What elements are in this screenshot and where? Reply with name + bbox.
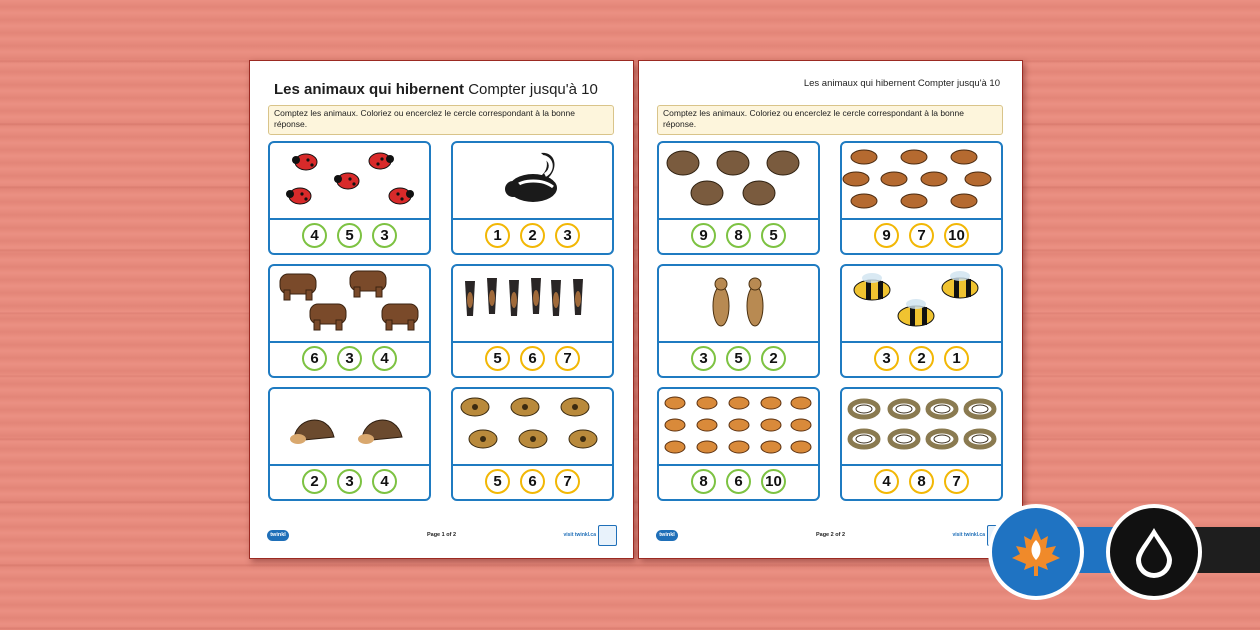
ink-drop-icon <box>1106 504 1202 600</box>
answer-row <box>659 218 818 253</box>
answer-circle[interactable]: 5 <box>726 346 751 371</box>
feature-icons <box>988 504 1260 614</box>
answer-circle[interactable]: 2 <box>761 346 786 371</box>
answer-row <box>453 464 612 499</box>
card-groundhogs-curled <box>657 141 820 255</box>
turtle-picture <box>453 389 612 466</box>
card-prairie-dogs <box>657 264 820 378</box>
answer-circle[interactable]: 7 <box>944 469 969 494</box>
card-hedgehogs <box>268 387 431 501</box>
answer-circle[interactable]: 2 <box>909 346 934 371</box>
answer-circle[interactable]: 3 <box>691 346 716 371</box>
badge-icon <box>598 525 617 546</box>
answer-circle[interactable]: 4 <box>874 469 899 494</box>
page-footer <box>250 518 633 558</box>
page-title: Les animaux qui hibernent Compter jusqu'à 10 <box>803 78 1000 89</box>
answer-row <box>659 341 818 376</box>
answer-circle[interactable]: 7 <box>555 346 580 371</box>
answer-circle[interactable]: 6 <box>302 346 327 371</box>
visit-link[interactable]: visit twinkl.ca <box>952 532 985 538</box>
card-bats <box>451 264 614 378</box>
card-bumblebees <box>840 264 1003 378</box>
instructions-box: Comptez les animaux. Coloriez ou encerclez le cercle correspondant à la bonne réponse. <box>268 105 614 135</box>
answer-circle[interactable]: 6 <box>520 346 545 371</box>
answer-circle[interactable]: 7 <box>555 469 580 494</box>
answer-circle[interactable]: 4 <box>372 346 397 371</box>
prairie-dog-picture <box>659 266 818 343</box>
answer-row <box>842 341 1001 376</box>
twinkl-logo: twinkl <box>267 530 289 541</box>
card-toads <box>840 141 1003 255</box>
worksheet-page-1 <box>249 60 634 559</box>
page-number: Page 2 of 2 <box>815 532 846 538</box>
answer-circle[interactable]: 3 <box>555 223 580 248</box>
bear-picture <box>270 266 429 343</box>
answer-circle[interactable]: 6 <box>520 469 545 494</box>
answer-circle[interactable]: 8 <box>691 469 716 494</box>
answer-circle[interactable]: 4 <box>372 469 397 494</box>
card-bears <box>268 264 431 378</box>
card-snakes <box>840 387 1003 501</box>
answer-row <box>842 218 1001 253</box>
answer-circle[interactable]: 2 <box>302 469 327 494</box>
answer-circle[interactable]: 1 <box>485 223 510 248</box>
mouse-picture <box>659 389 818 466</box>
card-ladybugs <box>268 141 431 255</box>
answer-circle[interactable]: 5 <box>485 346 510 371</box>
answer-circle[interactable]: 9 <box>691 223 716 248</box>
page-footer <box>639 518 1022 558</box>
instructions-box: Comptez les animaux. Coloriez ou encerclez le cercle correspondant à la bonne réponse. <box>657 105 1003 135</box>
answer-circle[interactable]: 5 <box>485 469 510 494</box>
answer-circle[interactable]: 3 <box>372 223 397 248</box>
answer-circle[interactable]: 5 <box>761 223 786 248</box>
answer-circle[interactable]: 10 <box>761 469 786 494</box>
answer-circle[interactable]: 4 <box>302 223 327 248</box>
card-mice <box>657 387 820 501</box>
answer-row <box>270 341 429 376</box>
page-title: Les animaux qui hibernent Compter jusqu'à 10 <box>274 81 598 98</box>
snake-picture <box>842 389 1001 466</box>
worksheet-page-2 <box>638 60 1023 559</box>
bumblebee-picture <box>842 266 1001 343</box>
answer-circle[interactable]: 2 <box>520 223 545 248</box>
twinkl-logo: twinkl <box>656 530 678 541</box>
answer-row <box>453 218 612 253</box>
answer-circle[interactable]: 8 <box>726 223 751 248</box>
answer-row <box>453 341 612 376</box>
answer-circle[interactable]: 3 <box>337 346 362 371</box>
card-skunk <box>451 141 614 255</box>
answer-circle[interactable]: 9 <box>874 223 899 248</box>
answer-circle[interactable]: 1 <box>944 346 969 371</box>
answer-row <box>270 218 429 253</box>
groundhog-picture <box>659 143 818 220</box>
card-turtles <box>451 387 614 501</box>
hedgehog-picture <box>270 389 429 466</box>
answer-circle[interactable]: 5 <box>337 223 362 248</box>
page-number: Page 1 of 2 <box>426 532 457 538</box>
answer-circle[interactable]: 6 <box>726 469 751 494</box>
visit-link[interactable]: visit twinkl.ca <box>563 532 596 538</box>
answer-circle[interactable]: 3 <box>337 469 362 494</box>
maple-leaf-icon <box>988 504 1084 600</box>
bat-picture <box>453 266 612 343</box>
answer-row <box>659 464 818 499</box>
answer-row <box>270 464 429 499</box>
ladybug-picture <box>270 143 429 220</box>
toad-picture <box>842 143 1001 220</box>
answer-row <box>842 464 1001 499</box>
answer-circle[interactable]: 7 <box>909 223 934 248</box>
answer-circle[interactable]: 3 <box>874 346 899 371</box>
answer-circle[interactable]: 8 <box>909 469 934 494</box>
answer-circle[interactable]: 10 <box>944 223 969 248</box>
skunk-picture <box>453 143 612 220</box>
